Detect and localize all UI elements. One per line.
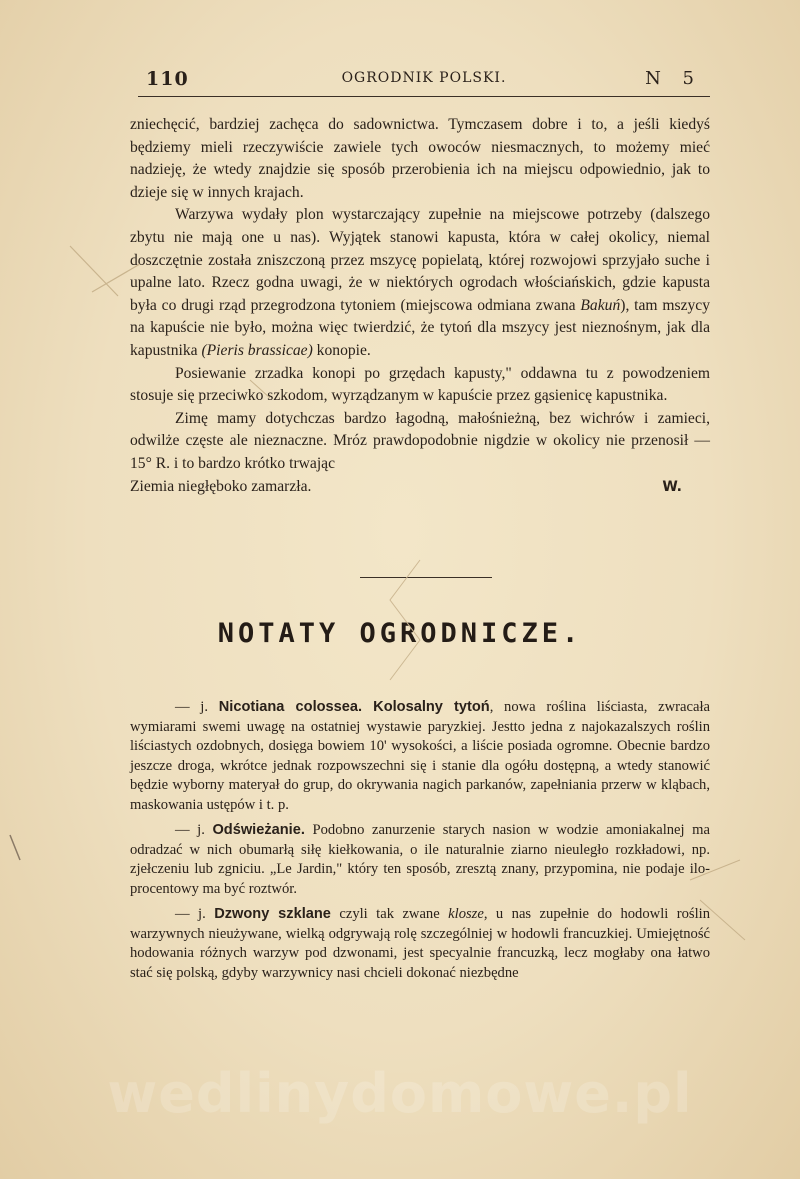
note-keyword: Nicotiana colossea. Kolosalny tytoń: [218, 699, 490, 715]
issue-number: N 5: [645, 68, 702, 89]
page-number: 110: [146, 68, 189, 90]
section-title: NOTATY OGRODNICZE.: [217, 618, 583, 649]
author-signature: W.: [662, 478, 682, 495]
paragraph-4: Zimę mamy dotychczas bardzo łagodną, małośnieżną, bez wichrów i zamieci, odwilże częste ale nieznaczne. Mróz prawdopodobnie nigdzie w okolicy nie przenosił — 15° R. i to bardzo krótko trwając: [130, 409, 710, 472]
note-keyword: Dzwony szklane: [214, 906, 331, 922]
watermark: wedlinydomowe.pl: [107, 1062, 693, 1125]
paragraph-1: zniechęcić, bardziej zachęca do sadownictwa. Tymczasem dobre i to, a jeśli kiedyś będziemy mieli rzeczywiście zawiele tych owoców niesmacznych, to możemy mieć nadzieję, że wtedy znajdzie się sposób przerobienia ich na miejscu odpowiednio, jak to dzieje się w innych krajach.: [130, 116, 710, 201]
paragraph-3: Posiewanie zrzadka konopi po grzędach kapusty," oddawna tu z powodzeniem stosuje się przeciwko szkodom, wyrządzanym w kapuście przez gąsienicę kapustnika.: [130, 364, 710, 405]
journal-title: OGRODNIK POLSKI.: [341, 70, 507, 86]
note-dzwony: — j. Dzwony szklane czyli tak zwane klosze, u nas zupełnie do hodowli roślin warzywnych nieużywane, wielką odgrywają rolę szczególniej w hodowli francuzkiej. Umiejętność hodowania różnych warzyw pod dzwonami, jest specyalnie francuzką, lecz mogłaby ona łatwo stać się polską, gdyby warzywnicy nasi chcieli dokonać niezbędne: [130, 906, 710, 981]
note-odswiezanie: — j. Odświeżanie. Podobno zanurzenie starych nasion w wodzie amoniakalnej ma odradzać w nich obumarłą siłę kiełkowania, o ile naturalnie ziarno nieuległo rozkładowi, np. zjełczeniu lub zgniciu. „Le Jardin," który ten sposób, zresztą znany, przypomina, nie podaje ilo-procentowy ma być roztwór.: [130, 822, 710, 897]
paragraph-2: Warzywa wydały plon wystarczający zupełnie na miejscowe potrzeby (dalszego zbytu nie mają one u nas). Wyjątek stanowi kapusta, która w całej okolicy, niemal doszczętnie została zniszczoną przez mszycę popielatą, której rozwojowi sprzyjało suche i upalne lato. Rzecz godna uwagi, że w niektórych ogrodach włościańskich, gdzie kapusta była co drugi rząd przegrodzona tytoniem (miejscowa odmiana zwana Bakuń), tam mszycy na kapuście nie było, można więc twierdzić, że tytoń dla mszycy jest nieznośnym, jak dla kapustnika (Pieris brassicae) konopie.: [130, 206, 711, 359]
closing-sentence: Ziemia niegłęboko zamarzła.: [130, 477, 312, 495]
note-keyword: Odświeżanie.: [212, 822, 305, 838]
note-nicotiana: — j. Nicotiana colossea. Kolosalny tytoń, nowa roślina liściasta, zwracała wymiarami swemi uwagę na ostatniej wystawie paryzkiej. Jestto jedna z najokazalszych roślin liściastych ozdobnych, dosięga bowiem 10' wysokości, a liście posiada ogromne. Obecnie bardzo jeszcze droga, wkrótce jednak rozpowszechni się i stanie dla ogółu dostępną, a wtedy stanowić będzie wyborny materyał do grup, do okrywania nagich parkanów, zapełniania przerw w kląbach, maskowania ustępów i t. p.: [130, 699, 710, 813]
